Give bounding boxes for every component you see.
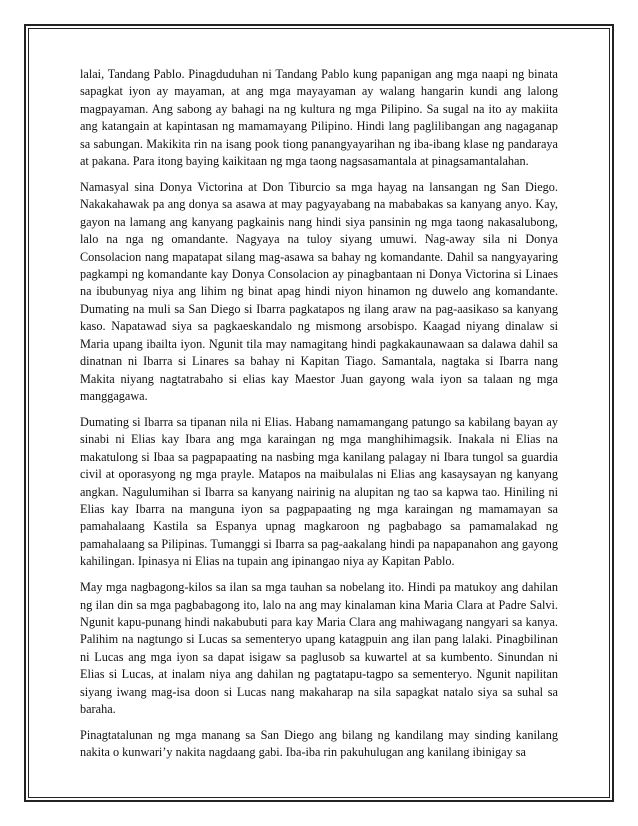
paragraph-3: Dumating si Ibarra sa tipanan nila ni Elias. Habang namamangang patungo sa kabilang bayan ay sinabi ni Elias kay Ibara ang mga karaingan ng mga manghihimagsik. Inakala ni Elias na makatulong si Ibaa sa pagpapaating na nasbing mga kanilang palagay ni Ibara tungol sa guardia civil at oporasyong ng mga prayle. Matapos na maibulalas ni Elias ang kasaysayan ng kanyang angkan. Nagulumihan si Ibarra sa kanyang nairinig na alupitan ng tao sa kapwa tao. Hiniling ni Elias kay Ibarra na manguna iyon sa pagpapaating ng mga karaingan ng mamamayan sa pamahalaang Kastila sa Espanya upnag magkaroon ng pagbabago sa pamamalakad ng pamahalaang sa Pilipinas. Tumanggi si Ibarra sa pag-aakalang hindi pa napapanahon ang gayong kahilingan. Ipinasya ni Elias na tupain ang ipinangao niya ay Kapitan Pablo.: [80, 414, 558, 569]
paragraph-5: Pinagtatalunan ng mga manang sa San Diego ang bilang ng kandilang may sinding kanilang nakita o kunwari’y nakita nagdaang gabi. Iba-iba rin pakuhulugan ang kanilang ibinigay sa: [80, 728, 558, 760]
paragraph-4: May mga nagbagong-kilos sa ilan sa mga tauhan sa nobelang ito. Hindi pa matukoy ang dahilan ng ilan din sa mga pagbabagong ito, lalo na ang may kinalaman kina Maria Clara at Padre Salvi. Ngunit kapu-punang hindi nakabubuti para kay Maria Clara ang mahiwagang nangyari sa kanya. Palihim na nagtungo si Lucas sa sementeryo upang katagpuin ang ilan pang lalaki. Pinagbilinan ni Lucas ang mga iyon sa dapat isigaw sa paglusob sa kuwartel at sa kumbento. Sinundan ni Elias si Lucas, at inalam niya ang dahilan ng pagtatapu-tagpo sa sementeryo. Ngunit napilitan siyang iwang mag-isa doon si Lucas nang makaharap na sila sapagkat natalo siya sa suhal sa baraha.: [80, 580, 558, 716]
document-body: [80, 66, 558, 770]
paragraph-1: lalai, Tandang Pablo. Pinagduduhan ni Tandang Pablo kung papanigan ang mga naapi ng binata sapagkat iyon ay mayaman, at ang mga mayayaman ay walang hangarin kundi ang lalong magpayaman. Ang sabong ay bahagi na ng kultura ng mga Pilipino. Sa sugal na ito ay makiita ang katangain at kapintasan ng mamamayang Pilipino. Hindi lang paglilibangan ang nagaganap sa sabungan. Makikita rin na isang pook tiong panangyayarihan ng iba-ibang klase ng pandaraya at pakana. Para itong baying kaikitaan ng mga taong nagsasamantala at pinagsamantalahan.: [80, 67, 558, 169]
paragraph-2: Namasyal sina Donya Victorina at Don Tiburcio sa mga hayag na lansangan ng San Diego. Nakakahawak pa ang donya sa asawa at may pagyayabang na mababakas sa kanyang anyo. Kay, gayon na lamang ang kanyang pagkainis nang hindi siya pansinin ng mga taong nakasalubong, lalo na nga ng omandante. Nagyaya na tuloy siyang umuwi. Nag-away sila ni Donya Consolacion nang mapatapat silang mag-asawa sa bahay ng komandante. Dahil sa nangyayaring pagkampi ng komandante kay Donya Consolacion ay pinagbantaan ni Donya Victorina si Linaes na ibubunyag niya ang lihim ng binat apag hindi niyon hinamon ng duwelo ang komandante. Dumating na muli sa San Diego si Ibarra pagkatapos ng ilang araw na pag-aasikaso sa kanyang kaso. Napatawad siya sa pagkaeskandalo ng mismong arsobispo. Kaagad niyang dinalaw si Maria upang ibailta iyon. Ngunit tila may namagitang hindi pagkakaunawaan sa dalawa dahil sa dinatnan ni Ibarra si Linares sa bahay ni Kapitan Tiago. Samantala, nagtaka si Ibarra nang Makita niyang nagtatrabaho si elias kay Maestor Juan gayong wala iyon sa talaan ng mga manggagawa.: [80, 180, 558, 403]
